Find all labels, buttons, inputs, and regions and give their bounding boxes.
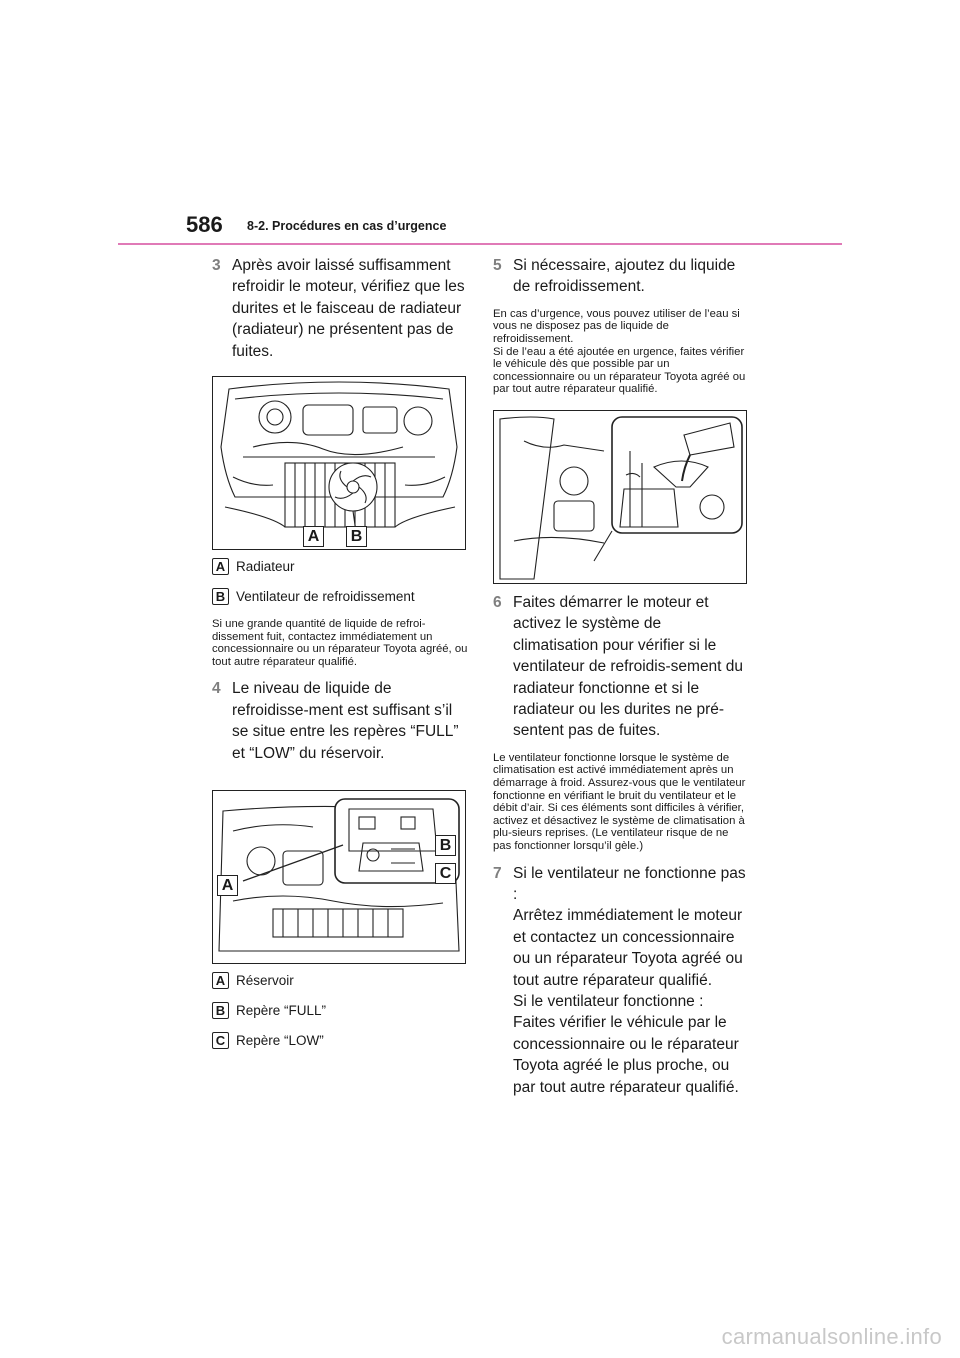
step-number: 7 [493,864,502,882]
callout-key: A [212,972,229,989]
header-rule [118,243,842,245]
radiator-illustration [213,377,465,549]
callout-low-mark [212,1032,468,1049]
step-7 [493,863,749,1098]
step-number: 4 [212,680,221,698]
step-text: Si le ventilateur fonctionne : [513,993,704,1010]
callout-key: B [212,1002,229,1019]
page-number: 586 [186,212,223,237]
callout-text: Réservoir [236,973,294,989]
callout-full-mark [212,1002,468,1019]
right-column [493,255,749,1108]
note-fan: Le ventilateur fonctionne lorsque le système de climatisation est activé immédiatement après un démarrage à froid. Assurez-vous que le ventilateur fonctionne en vérifiant le bruit du ventilateur et le débit d’air. Si ces éléments sont difficiles à vérifier, activez et désactivez le système de climatisation à plu-sieurs reprises. (Le ventilateur risque de ne pas fonctionner lorsqu’il gèle.) [493,751,746,852]
reservoir-illustration [213,791,465,963]
step-text: Si nécessaire, ajoutez du liquide de refroidissement. [513,257,736,296]
step-number: 6 [493,593,502,611]
note-leak: Si une grande quantité de liquide de refroi-dissement fuit, contactez immédiatement un concessionnaire ou un réparateur Toyota agréé, ou tout autre réparateur qualifié. [212,618,468,668]
figure-label-a: A [217,875,238,896]
callout-text: Repère “LOW” [236,1033,324,1049]
step-number: 5 [493,257,502,274]
refill-figure [493,410,747,584]
callout-key: A [212,558,229,575]
watermark: carmanualsonline.info [721,1324,942,1349]
step-text: Si le ventilateur ne fonctionne pas : [513,864,746,903]
step-6 [493,592,749,742]
reservoir-figure [212,790,466,964]
step-text: Le niveau de liquide de refroidisse-ment est suffisant s’il se situe entre les repères “FULL” et “LOW” du réservoir. [232,680,459,762]
callout-key: C [212,1032,229,1049]
callout-key: B [212,588,229,605]
note-emergency-water [493,308,749,396]
step-number: 3 [212,257,221,274]
callout-text: Radiateur [236,559,295,575]
step-text: Arrêtez immédiatement le moteur et contactez un concessionnaire ou un réparateur Toyota agréé ou tout autre réparateur qualifié. [513,907,743,989]
callout-text: Repère “FULL” [236,1003,327,1019]
figure-label-c: C [435,863,456,884]
step-4 [212,678,468,764]
left-column [212,255,468,1062]
note-line: Si de l’eau a été ajoutée en urgence, faites vérifier le véhicule dès que possible par un concessionnaire ou un réparateur Toyota agréé ou par tout autre réparateur qualifié. [493,345,746,396]
figure-label-b: B [346,526,367,547]
section-title: 8-2. Procédures en cas d’urgence [247,219,447,233]
step-text: Faites vérifier le véhicule par le concessionnaire ou le réparateur Toyota agréé le plus proche, ou par tout autre réparateur qualifié. [513,1014,739,1096]
refill-illustration [494,411,746,583]
callout-reservoir [212,972,468,989]
callout-radiator [212,558,468,575]
step-text: Faites démarrer le moteur et activez le système de climatisation pour vérifier si le ventilateur de refroidis-sement du radiateur fonctionne et si le radiateur ou les durites ne pré-sentent pas de fuites. [513,593,744,740]
callout-text: Ventilateur de refroidissement [236,589,415,605]
callout-fan [212,588,468,605]
step-5 [493,255,749,298]
figure-label-b: B [435,835,456,856]
note-line: En cas d’urgence, vous pouvez utiliser de l’eau si vous ne disposez pas de liquide de refroidissement. [493,307,740,345]
step-3 [212,255,468,362]
step-text: Après avoir laissé suffisamment refroidir le moteur, vérifiez que les durites et le faisceau de radiateur (radiateur) ne présentent pas de fuites. [232,257,465,360]
radiator-figure [212,376,466,550]
figure-label-a: A [303,526,324,547]
